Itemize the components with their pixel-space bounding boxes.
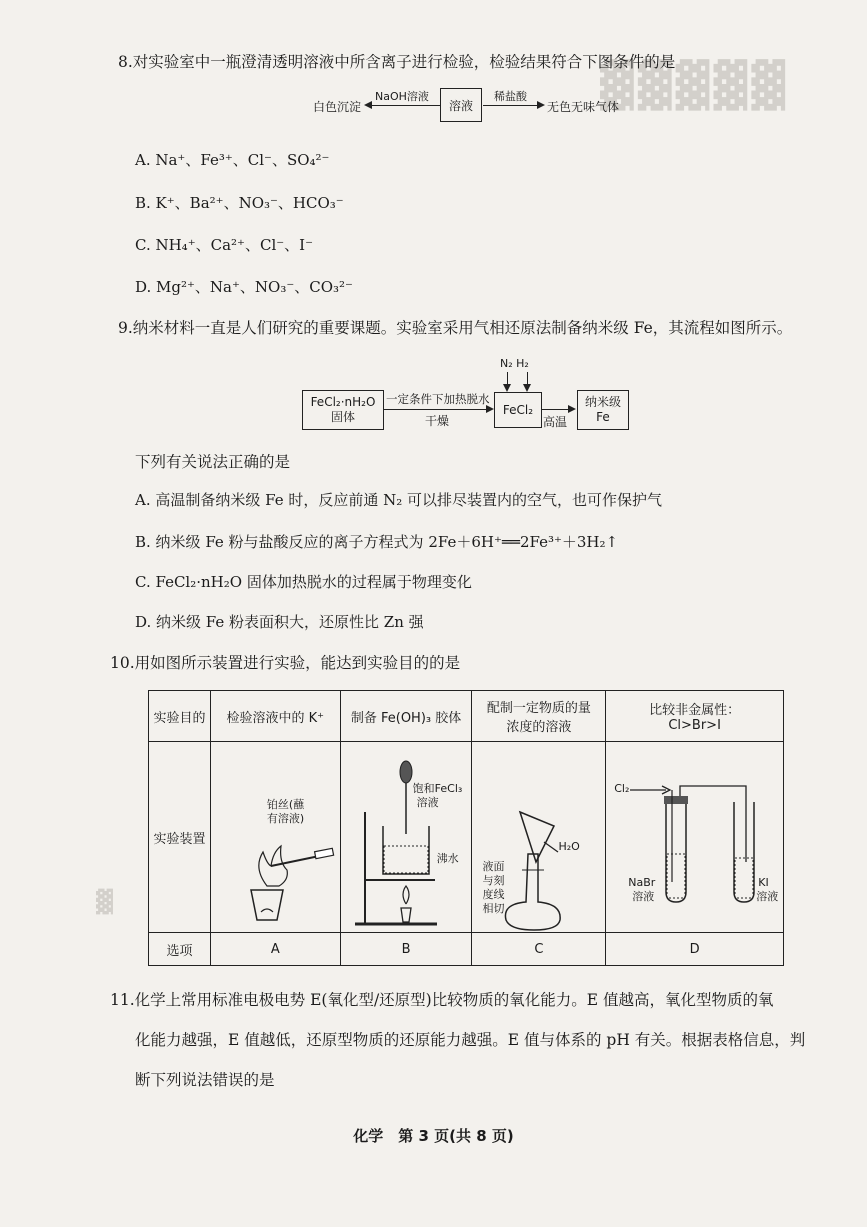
- q9-gas-label: N₂ H₂: [500, 357, 529, 370]
- q10-purpose-a: 检验溶液中的 K⁺: [210, 691, 340, 742]
- q11-line-1: 11.化学上常用标准电极电势 E(氧化型/还原型)比较物质的氧化能力。E 值越高，氧化型物质的氧: [110, 991, 774, 1009]
- q10-option-c: C: [472, 933, 606, 966]
- q10-apparatus-a: [210, 742, 340, 933]
- q10-header-option: 选项: [149, 933, 211, 966]
- q9-box-hydrate-line2: 固体: [330, 410, 355, 424]
- q8-option-d: D. Mg²⁺、Na⁺、NO₃⁻、CO₃²⁻: [135, 278, 353, 296]
- q8-stem: 8.对实验室中一瓶澄清透明溶液中所含离子进行检验，检验结果符合下图条件的是: [118, 53, 676, 71]
- q10-apparatus-c: [472, 742, 606, 933]
- q10-purpose-b: 制备 Fe(OH)₃ 胶体: [340, 691, 472, 742]
- q8-left-result: 白色沉淀: [313, 100, 362, 114]
- q10-row-purpose: [149, 691, 784, 742]
- q8-right-arrowhead: [537, 101, 545, 109]
- q10-purpose-d-line2: Cl>Br>I: [668, 718, 721, 733]
- q10-option-d: D: [606, 933, 784, 966]
- q9-option-b: B. 纳米级 Fe 粉与盐酸反应的离子方程式为 2Fe＋6H⁺══2Fe³⁺＋3H₂↑: [135, 533, 619, 551]
- q9-box-hydrate: [302, 390, 384, 430]
- q8-right-result: 无色无味气体: [547, 100, 620, 114]
- q10-c-side-label-4: 相切: [482, 902, 505, 915]
- q10-purpose-c-line1: 配制一定物质的量: [486, 701, 591, 716]
- q9-arrow1-line: [383, 409, 487, 410]
- q10-c-side-label-2: 与刻: [482, 874, 505, 887]
- q9-arrow1-top: 一定条件下加热脱水: [386, 392, 490, 406]
- q9-box-nano-fe: [577, 390, 629, 430]
- q9-box-hydrate-line1: FeCl₂·nH₂O: [310, 395, 376, 409]
- q9-n2-head: [503, 384, 511, 392]
- q9-arrow2-head: [568, 405, 576, 413]
- q9-h2-head: [523, 384, 531, 392]
- q10-row-options: [149, 933, 784, 966]
- q10-c-side-label-3: 度线: [482, 888, 505, 901]
- flame-test-drawing: [211, 742, 341, 932]
- q9-arrow2-line: [541, 409, 569, 410]
- q10-a-wire-label-1: 铂丝(蘸: [266, 798, 305, 811]
- q10-d-nabr-label-2: 溶液: [632, 890, 655, 903]
- q10-d-ki-label-2: 溶液: [756, 890, 779, 903]
- q10-c-h2o-label: H₂O: [558, 840, 580, 853]
- q9-option-a: A. 高温制备纳米级 Fe 时，反应前通 N₂ 可以排尽装置内的空气，也可作保护气: [135, 491, 663, 509]
- page-footer: 化学 第 3 页(共 8 页): [353, 1127, 514, 1145]
- q9-box-fecl2: FeCl₂: [494, 392, 542, 428]
- halogen-tubes-drawing: [606, 742, 784, 932]
- q10-purpose-c: [472, 691, 606, 742]
- show-through-text: ▓▓▓▓▓: [600, 60, 790, 111]
- q10-d-ki-label-1: KI: [758, 876, 769, 889]
- q9-box-nano-fe-line1: 纳米级: [584, 395, 621, 409]
- q10-c-side-label-1: 液面: [482, 860, 505, 873]
- q9-stem: 9.纳米材料一直是人们研究的重要课题。实验室采用气相还原法制备纳米级 Fe，其流程如图所示。: [118, 319, 793, 337]
- q10-b-fecl3-label-2: 溶液: [416, 796, 439, 809]
- q10-stem: 10.用如图所示装置进行实验，能达到实验目的的是: [110, 654, 461, 672]
- q10-purpose-c-line2: 浓度的溶液: [506, 720, 572, 735]
- q10-header-apparatus: 实验装置: [149, 742, 211, 933]
- q10-apparatus-d: [606, 742, 784, 933]
- q10-table: [148, 690, 784, 966]
- q9-box-nano-fe-line2: Fe: [596, 410, 610, 424]
- q8-option-c: C. NH₄⁺、Ca²⁺、Cl⁻、I⁻: [135, 236, 314, 254]
- q8-right-reagent: 稀盐酸: [494, 90, 527, 103]
- boiling-water-drawing: [341, 742, 473, 932]
- q9-arrow1-head: [486, 405, 494, 413]
- q8-left-arrow-line: [370, 105, 440, 106]
- q10-row-apparatus: [149, 742, 784, 933]
- q8-left-arrowhead: [364, 101, 372, 109]
- q10-apparatus-b: [340, 742, 472, 933]
- q11-line-2: 化能力越强，E 值越低，还原型物质的还原能力越强。E 值与体系的 pH 有关。根据表格信息，判: [135, 1031, 806, 1049]
- q9-option-c: C. FeCl₂·nH₂O 固体加热脱水的过程属于物理变化: [135, 573, 472, 591]
- q10-d-nabr-label-1: NaBr: [628, 876, 656, 889]
- q9-arrow2-bottom: 高温: [543, 415, 568, 429]
- q8-center-box: 溶液: [440, 88, 482, 122]
- q8-option-a: A. Na⁺、Fe³⁺、Cl⁻、SO₄²⁻: [135, 151, 330, 169]
- q9-option-d: D. 纳米级 Fe 粉表面积大，还原性比 Zn 强: [135, 613, 424, 631]
- show-through-margin: ▓: [96, 890, 113, 915]
- q10-purpose-d-line1: 比较非金属性：: [649, 703, 741, 718]
- q10-b-water-label: 沸水: [436, 852, 459, 865]
- q9-arrow1-bottom: 干燥: [425, 414, 450, 428]
- q11-line-3: 断下列说法错误的是: [135, 1071, 275, 1089]
- q8-right-arrow-line: [483, 105, 539, 106]
- q10-purpose-d: [606, 691, 784, 742]
- q10-b-fecl3-label-1: 饱和FeCl₃: [412, 782, 463, 795]
- q8-option-b: B. K⁺、Ba²⁺、NO₃⁻、HCO₃⁻: [135, 194, 344, 212]
- q9-prompt: 下列有关说法正确的是: [135, 453, 291, 471]
- q8-left-reagent: NaOH溶液: [375, 90, 429, 103]
- q10-option-b: B: [340, 933, 472, 966]
- q10-d-cl2-label: Cl₂: [614, 782, 630, 795]
- q10-a-wire-label-2: 有溶液): [266, 812, 305, 825]
- q10-header-purpose: 实验目的: [149, 691, 211, 742]
- q10-option-a: A: [210, 933, 340, 966]
